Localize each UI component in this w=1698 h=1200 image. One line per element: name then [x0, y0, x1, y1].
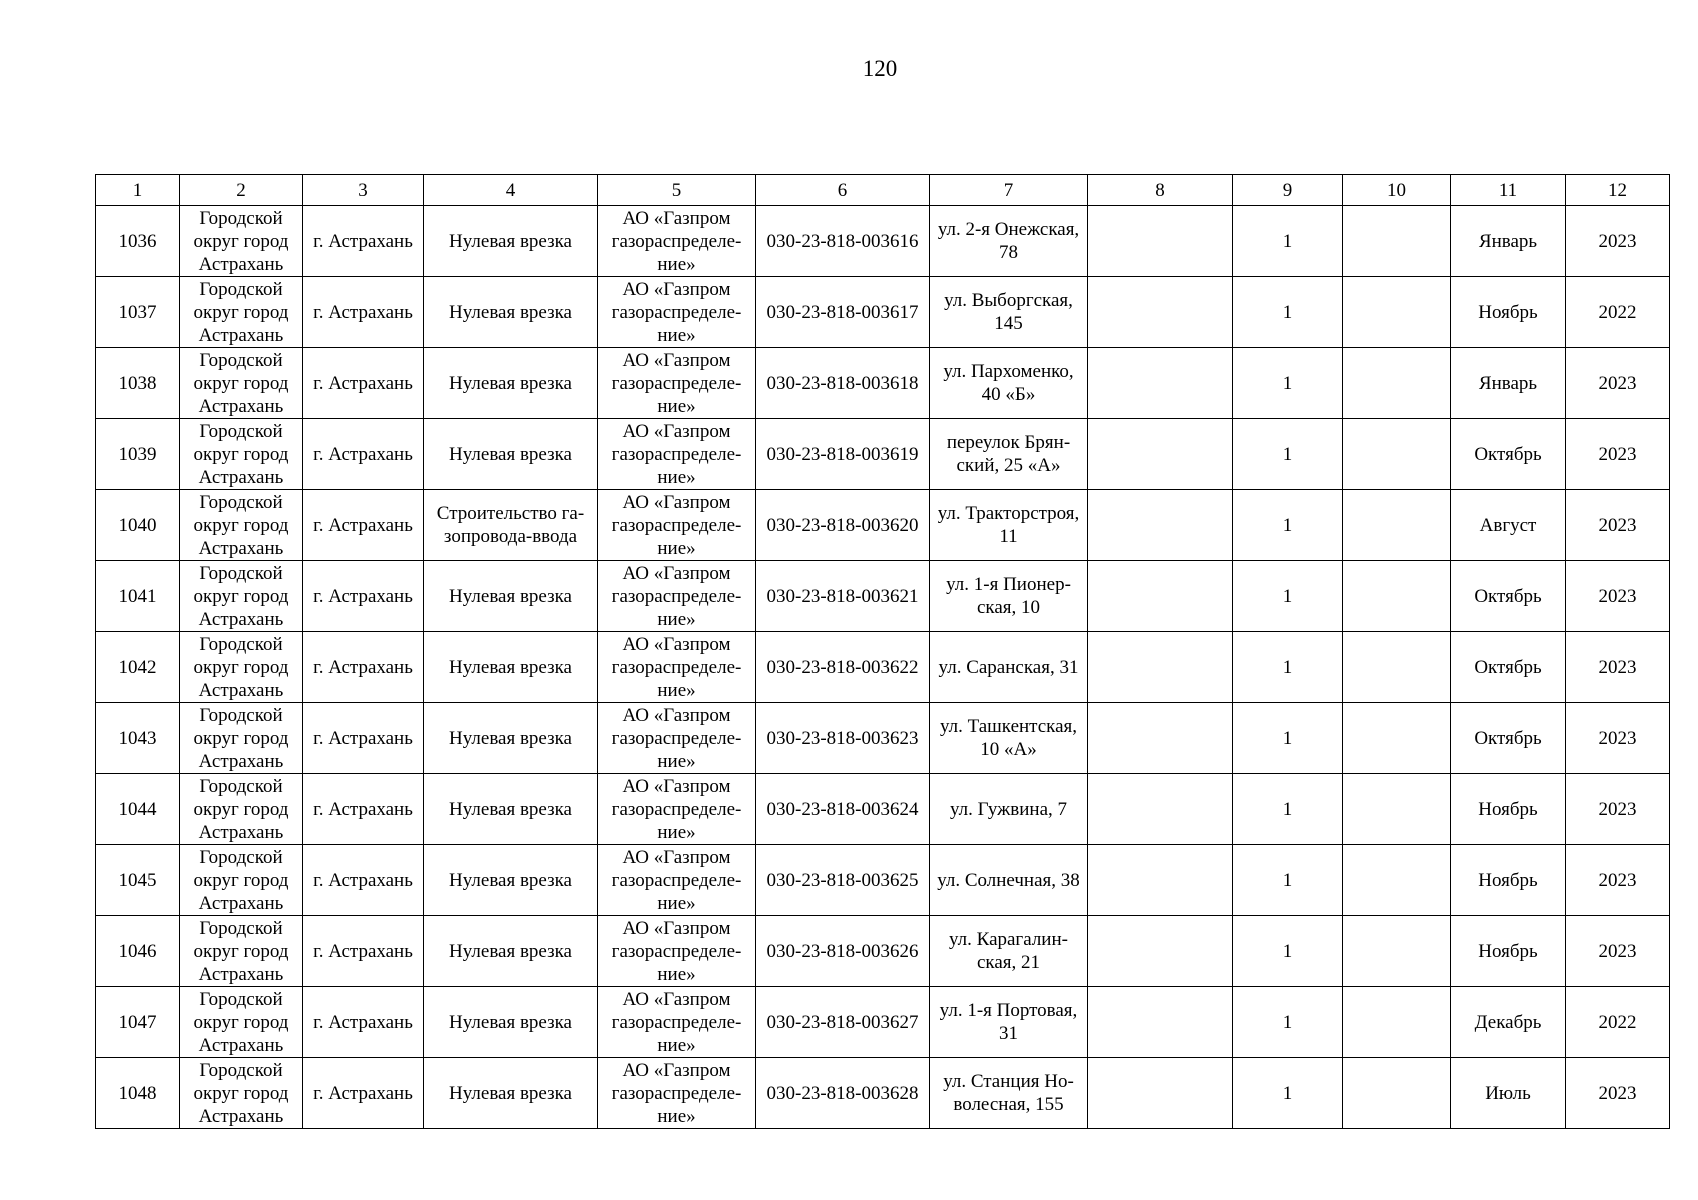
object-code-cell: 030-23-818-003619: [756, 419, 930, 490]
work-type-cell: Нулевая врезка: [424, 419, 598, 490]
quantity-cell: 1: [1233, 703, 1343, 774]
city-cell: г. Астрахань: [303, 774, 424, 845]
col8-cell: [1088, 1058, 1233, 1129]
col10-cell: [1343, 348, 1451, 419]
col8-cell: [1088, 561, 1233, 632]
address-cell: ул. 1-я Портовая, 31: [930, 987, 1088, 1058]
district-cell: Городской округ город Астрахань: [180, 206, 303, 277]
month-cell: Октябрь: [1451, 703, 1566, 774]
table-row: [96, 632, 1670, 703]
year-cell: 2023: [1566, 561, 1670, 632]
object-code-cell: 030-23-818-003626: [756, 916, 930, 987]
month-cell: Август: [1451, 490, 1566, 561]
year-cell: 2023: [1566, 1058, 1670, 1129]
month-cell: Ноябрь: [1451, 277, 1566, 348]
col-header-6: 6: [756, 175, 930, 206]
col-header-10: 10: [1343, 175, 1451, 206]
city-cell: г. Астрахань: [303, 348, 424, 419]
year-cell: 2023: [1566, 419, 1670, 490]
col-header-3: 3: [303, 175, 424, 206]
row-number: 1040: [96, 490, 180, 561]
col10-cell: [1343, 845, 1451, 916]
col8-cell: [1088, 916, 1233, 987]
object-code-cell: 030-23-818-003622: [756, 632, 930, 703]
row-number: 1039: [96, 419, 180, 490]
object-code-cell: 030-23-818-003624: [756, 774, 930, 845]
header-row: [96, 175, 1670, 206]
year-cell: 2023: [1566, 916, 1670, 987]
object-code-cell: 030-23-818-003616: [756, 206, 930, 277]
quantity-cell: 1: [1233, 632, 1343, 703]
district-cell: Городской округ город Астрахань: [180, 703, 303, 774]
col8-cell: [1088, 632, 1233, 703]
col10-cell: [1343, 419, 1451, 490]
district-cell: Городской округ город Астрахань: [180, 490, 303, 561]
district-cell: Городской округ город Астрахань: [180, 419, 303, 490]
district-cell: Городской округ город Астрахань: [180, 845, 303, 916]
object-code-cell: 030-23-818-003623: [756, 703, 930, 774]
address-cell: ул. 2-я Онежская, 78: [930, 206, 1088, 277]
row-number: 1045: [96, 845, 180, 916]
year-cell: 2023: [1566, 632, 1670, 703]
organization-cell: АО «Газпром газораспределе-ние»: [598, 561, 756, 632]
table-row: [96, 419, 1670, 490]
table-body: [96, 206, 1670, 1129]
table-row: [96, 774, 1670, 845]
col8-cell: [1088, 206, 1233, 277]
month-cell: Июль: [1451, 1058, 1566, 1129]
month-cell: Ноябрь: [1451, 774, 1566, 845]
year-cell: 2022: [1566, 987, 1670, 1058]
col10-cell: [1343, 277, 1451, 348]
address-cell: ул. Гужвина, 7: [930, 774, 1088, 845]
city-cell: г. Астрахань: [303, 490, 424, 561]
district-cell: Городской округ город Астрахань: [180, 774, 303, 845]
month-cell: Ноябрь: [1451, 916, 1566, 987]
col10-cell: [1343, 987, 1451, 1058]
col10-cell: [1343, 632, 1451, 703]
district-cell: Городской округ город Астрахань: [180, 632, 303, 703]
object-code-cell: 030-23-818-003617: [756, 277, 930, 348]
object-code-cell: 030-23-818-003618: [756, 348, 930, 419]
district-cell: Городской округ город Астрахань: [180, 561, 303, 632]
work-type-cell: Нулевая врезка: [424, 774, 598, 845]
month-cell: Октябрь: [1451, 632, 1566, 703]
object-code-cell: 030-23-818-003627: [756, 987, 930, 1058]
quantity-cell: 1: [1233, 490, 1343, 561]
col-header-2: 2: [180, 175, 303, 206]
address-cell: ул. Пархоменко, 40 «Б»: [930, 348, 1088, 419]
work-type-cell: Нулевая врезка: [424, 703, 598, 774]
work-type-cell: Нулевая врезка: [424, 277, 598, 348]
year-cell: 2023: [1566, 845, 1670, 916]
quantity-cell: 1: [1233, 561, 1343, 632]
year-cell: 2023: [1566, 774, 1670, 845]
organization-cell: АО «Газпром газораспределе-ние»: [598, 632, 756, 703]
organization-cell: АО «Газпром газораспределе-ние»: [598, 1058, 756, 1129]
quantity-cell: 1: [1233, 206, 1343, 277]
quantity-cell: 1: [1233, 987, 1343, 1058]
table-row: [96, 916, 1670, 987]
address-cell: ул. Саранская, 31: [930, 632, 1088, 703]
row-number: 1042: [96, 632, 180, 703]
table-row: [96, 1058, 1670, 1129]
registry-table: [95, 174, 1670, 1129]
row-number: 1036: [96, 206, 180, 277]
city-cell: г. Астрахань: [303, 632, 424, 703]
object-code-cell: 030-23-818-003628: [756, 1058, 930, 1129]
col-header-1: 1: [96, 175, 180, 206]
city-cell: г. Астрахань: [303, 703, 424, 774]
district-cell: Городской округ город Астрахань: [180, 1058, 303, 1129]
organization-cell: АО «Газпром газораспределе-ние»: [598, 703, 756, 774]
col-header-5: 5: [598, 175, 756, 206]
month-cell: Декабрь: [1451, 987, 1566, 1058]
address-cell: ул. Карагалин-ская, 21: [930, 916, 1088, 987]
col10-cell: [1343, 561, 1451, 632]
work-type-cell: Нулевая врезка: [424, 206, 598, 277]
row-number: 1044: [96, 774, 180, 845]
table-row: [96, 561, 1670, 632]
quantity-cell: 1: [1233, 419, 1343, 490]
organization-cell: АО «Газпром газораспределе-ние»: [598, 206, 756, 277]
object-code-cell: 030-23-818-003620: [756, 490, 930, 561]
organization-cell: АО «Газпром газораспределе-ние»: [598, 277, 756, 348]
table-row: [96, 987, 1670, 1058]
organization-cell: АО «Газпром газораспределе-ние»: [598, 987, 756, 1058]
address-cell: ул. Выборгская, 145: [930, 277, 1088, 348]
col8-cell: [1088, 419, 1233, 490]
year-cell: 2022: [1566, 277, 1670, 348]
city-cell: г. Астрахань: [303, 277, 424, 348]
month-cell: Январь: [1451, 348, 1566, 419]
table-row: [96, 490, 1670, 561]
year-cell: 2023: [1566, 206, 1670, 277]
page-number: 120: [862, 56, 898, 81]
organization-cell: АО «Газпром газораспределе-ние»: [598, 490, 756, 561]
quantity-cell: 1: [1233, 774, 1343, 845]
col8-cell: [1088, 348, 1233, 419]
quantity-cell: 1: [1233, 916, 1343, 987]
address-cell: ул. Ташкентская, 10 «А»: [930, 703, 1088, 774]
col8-cell: [1088, 277, 1233, 348]
col-header-8: 8: [1088, 175, 1233, 206]
quantity-cell: 1: [1233, 1058, 1343, 1129]
city-cell: г. Астрахань: [303, 916, 424, 987]
address-cell: ул. Тракторстроя, 11: [930, 490, 1088, 561]
work-type-cell: Нулевая врезка: [424, 845, 598, 916]
city-cell: г. Астрахань: [303, 206, 424, 277]
organization-cell: АО «Газпром газораспределе-ние»: [598, 348, 756, 419]
district-cell: Городской округ город Астрахань: [180, 916, 303, 987]
quantity-cell: 1: [1233, 277, 1343, 348]
col8-cell: [1088, 703, 1233, 774]
year-cell: 2023: [1566, 490, 1670, 561]
col-header-12: 12: [1566, 175, 1670, 206]
district-cell: Городской округ город Астрахань: [180, 277, 303, 348]
col10-cell: [1343, 774, 1451, 845]
col10-cell: [1343, 916, 1451, 987]
col10-cell: [1343, 206, 1451, 277]
row-number: 1043: [96, 703, 180, 774]
month-cell: Октябрь: [1451, 561, 1566, 632]
object-code-cell: 030-23-818-003621: [756, 561, 930, 632]
month-cell: Ноябрь: [1451, 845, 1566, 916]
row-number: 1038: [96, 348, 180, 419]
col8-cell: [1088, 490, 1233, 561]
col10-cell: [1343, 490, 1451, 561]
city-cell: г. Астрахань: [303, 1058, 424, 1129]
district-cell: Городской округ город Астрахань: [180, 348, 303, 419]
organization-cell: АО «Газпром газораспределе-ние»: [598, 774, 756, 845]
year-cell: 2023: [1566, 348, 1670, 419]
city-cell: г. Астрахань: [303, 419, 424, 490]
col-header-7: 7: [930, 175, 1088, 206]
col8-cell: [1088, 987, 1233, 1058]
city-cell: г. Астрахань: [303, 987, 424, 1058]
col8-cell: [1088, 774, 1233, 845]
organization-cell: АО «Газпром газораспределе-ние»: [598, 419, 756, 490]
work-type-cell: Нулевая врезка: [424, 632, 598, 703]
row-number: 1037: [96, 277, 180, 348]
work-type-cell: Нулевая врезка: [424, 1058, 598, 1129]
month-cell: Январь: [1451, 206, 1566, 277]
city-cell: г. Астрахань: [303, 561, 424, 632]
row-number: 1048: [96, 1058, 180, 1129]
quantity-cell: 1: [1233, 348, 1343, 419]
address-cell: ул. 1-я Пионер-ская, 10: [930, 561, 1088, 632]
col10-cell: [1343, 703, 1451, 774]
work-type-cell: Нулевая врезка: [424, 987, 598, 1058]
row-number: 1041: [96, 561, 180, 632]
row-number: 1047: [96, 987, 180, 1058]
object-code-cell: 030-23-818-003625: [756, 845, 930, 916]
work-type-cell: Строительство га-зопровода-ввода: [424, 490, 598, 561]
table-row: [96, 845, 1670, 916]
address-cell: переулок Брян-ский, 25 «А»: [930, 419, 1088, 490]
district-cell: Городской округ город Астрахань: [180, 987, 303, 1058]
work-type-cell: Нулевая врезка: [424, 916, 598, 987]
city-cell: г. Астрахань: [303, 845, 424, 916]
table-row: [96, 348, 1670, 419]
table-row: [96, 703, 1670, 774]
work-type-cell: Нулевая врезка: [424, 348, 598, 419]
address-cell: ул. Солнечная, 38: [930, 845, 1088, 916]
organization-cell: АО «Газпром газораспределе-ние»: [598, 916, 756, 987]
quantity-cell: 1: [1233, 845, 1343, 916]
col-header-11: 11: [1451, 175, 1566, 206]
table-row: [96, 206, 1670, 277]
table-row: [96, 277, 1670, 348]
month-cell: Октябрь: [1451, 419, 1566, 490]
col-header-9: 9: [1233, 175, 1343, 206]
work-type-cell: Нулевая врезка: [424, 561, 598, 632]
col8-cell: [1088, 845, 1233, 916]
organization-cell: АО «Газпром газораспределе-ние»: [598, 845, 756, 916]
year-cell: 2023: [1566, 703, 1670, 774]
row-number: 1046: [96, 916, 180, 987]
address-cell: ул. Станция Но-волесная, 155: [930, 1058, 1088, 1129]
col10-cell: [1343, 1058, 1451, 1129]
col-header-4: 4: [424, 175, 598, 206]
